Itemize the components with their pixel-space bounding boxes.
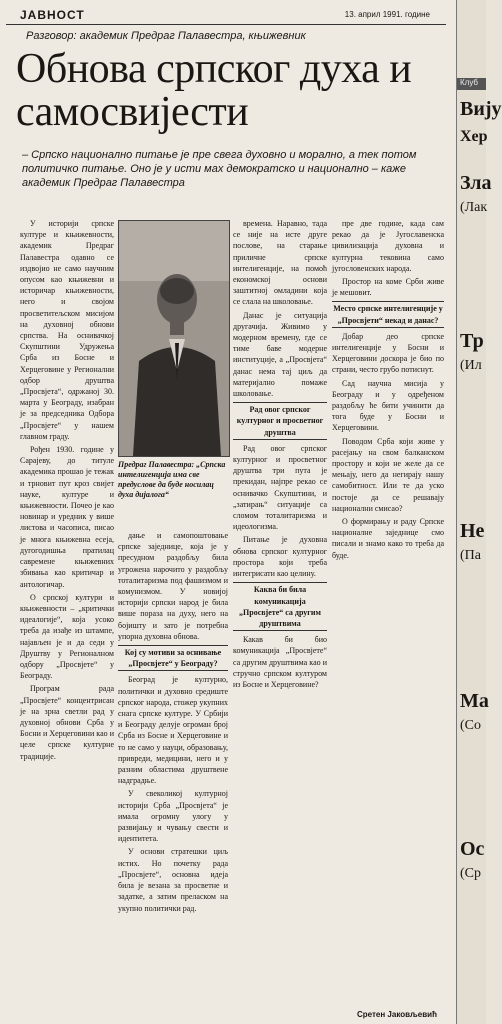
adjacent-fragment: Хер [460,128,488,145]
author-byline: Сретен Јаковљевић [357,1010,437,1019]
paragraph: Београд је културно, политички и духовно средиште српског народа, стожер укупних снага српске културе. У Србији и Београду делује огроман број Срба из Босне и Херцеговине и то не само у науци, образовању, привреди, медицини, него и у разним областима друштвене надградње. [118,675,228,786]
text-column-1 [20,218,114,1024]
paragraph: Простор на коме Срби живе је мешовит. [332,277,444,298]
adjacent-fragment: (Со [460,718,481,733]
text-column-3 [233,218,327,1024]
subheading: Место српске интелигенције у „Просвјети“ некад и данас? [332,301,444,327]
paragraph: Сад научна мисија у Београду и у одређеном раздобљу ће бити учинити да тога буде у Босни и Херцеговини. [332,378,444,433]
adjacent-fragment: Зла [460,172,492,194]
adjacent-fragment: Вију [460,98,502,120]
text-column-4 [332,218,444,1024]
paragraph: У историји српске културе и књижевности, академик Предраг Палавестра одавно се издвојио не само научним опусом као књижевни и историчар књижевности, него и својом просветитељском мисијом на духовној обнови српства. На оснивачкој Скупштини Удружења Срба из Босне и Херцеговине у Регионални одбор друштва „Просвјета“, одржаној 30. марта у Београду, изабран је за председника Одбора „Просвјете“ у нашем главном граду. [20,219,114,441]
paragraph: О формирању и раду Српске националне заједнице смо писали и знамо како то треба да буде. [332,517,444,560]
paragraph: Данас је ситуација другачија. Живимо у модерном времену, где се тиме баве модерне институције, а „Просвјета“ данас нема тај циљ да материјално помаже школовање. [233,310,327,399]
newspaper-name: ЈАВНОСТ [20,8,85,22]
paragraph: Какав би био комуникација „Просвјете“ са другим друштвима као и стручно српском културом из Босне и Херцеговине? [233,635,327,689]
paragraph: Поводом Срба који живе у расејању на свом балканском простору и који не желе да се мењају, него да негирају нашу самобитност. Или те да уско постоје да се решавају национални смисао? [332,436,444,513]
subheading: Каква би била комуникација „Просвјете“ са другим друштвима [233,582,327,631]
paragraph: Питање је духовна обнова српског културног простора који треба интегрисати као целину. [233,535,327,579]
article-headline: Обнова српског духа и самосвијести [16,46,412,135]
paragraph: дање и самопоштовање српске заједнице, која је у пресудном раздобљу била угрожена нарочито у раздобљу тоталитаризма под фашизмом и комунизмом. У новијој историји српски народ је била више пораза на духу, него на бојишту и зато је потребна упорна духовна обнова. [118,531,228,641]
adjacent-fragment: Не [460,520,485,542]
paragraph: пре две године, када сам рекао да је Југославенска цивилизација духовна и културна тековина само југословенских народа. [332,219,444,273]
adjacent-fragment: Тр [460,330,484,352]
subheading: Рад овог српског културног и просветног друштва [233,402,327,440]
article-lead: – Српско национално питање је пре свега духовно и морално, а тек потом политичко питање. Оно је у исти мах демократско и национално – каже академик Предраг Палавестра [22,149,417,189]
article-kicker: Разговор: академик Предраг Палавестра, књижевник [26,30,306,42]
paragraph: У свеколикој културној историји Срба „Просвјета“ је имала огромну улогу у развијању и чувању свести и идентитета. [118,789,228,844]
subheading: Кој су мотиви за оснивање „Просвјете“ у Београду? [118,645,228,671]
portrait-photo [118,220,230,457]
adjacent-fragment: (Ср [460,866,481,881]
paragraph: Добар део српске интелигенције у Босни и Херцеговини доскора је био по страни, често грубо потиснут. [332,331,444,375]
paragraph: Рад овог српског културног и просветног друштва три пута је прекидан, најпре рекао се оснивачко Скупштини, и „затирањ“ ситуације са сломом тоталитаризма и идеологизма. [233,443,327,532]
paragraph: Рођен 1930. године у Сарајеву, до титуле академика прошао је тежак и трновит пут кроз свијет науке, културе и књижевности. Почео је као новинар и уредник у више листова и часописа, писао је многа књижевна есеја, дугогодишња пратилац савремене књижевних збивања као критичар и антологичар. [20,445,114,589]
photo-caption: Предраг Палавестра: „Српска интелигенција има све предуслове да буде носилац духа дијалога“ [118,460,226,499]
paragraph: У основи стратешки циљ истих. Но почетку рада „Просвјете“, основна идеја била је везана за просветне и задатке, а затим преласком на укупно политички рад. [118,847,228,913]
masthead [6,4,446,25]
adjacent-fragment: (Ил [460,358,482,373]
text-column-2 [118,530,228,1024]
paragraph: Програм рада „Просвјете“ концентрисан је на зрна светли рад у духовној обнови Срба у Босни и Херцеговини као и целе српске културне традиције. [20,684,114,761]
adjacent-fragment: (Па [460,548,481,563]
adjacent-fragment: (Лак [460,200,488,215]
paragraph: О српској култури и књижевности – „критички идеалогије“, која усоко треба да изађе из штампе, најављен је и да седи у Друштву у Регионалном одбору „Просвјете“ у Београду. [20,592,114,681]
adjacent-section-label: Клуб [457,78,486,90]
adjacent-fragment: Ма [460,690,489,712]
issue-date: 13. април 1991. године [344,10,430,19]
paragraph: времена. Наравно, тада се није на исте друге послове, на старање приличне српске интелигенције, на помоћ економској основи заштитној омладини која се слала на школовање. [233,219,327,307]
adjacent-fragment: Ос [460,838,485,860]
adjacent-page-strip [456,0,502,1024]
